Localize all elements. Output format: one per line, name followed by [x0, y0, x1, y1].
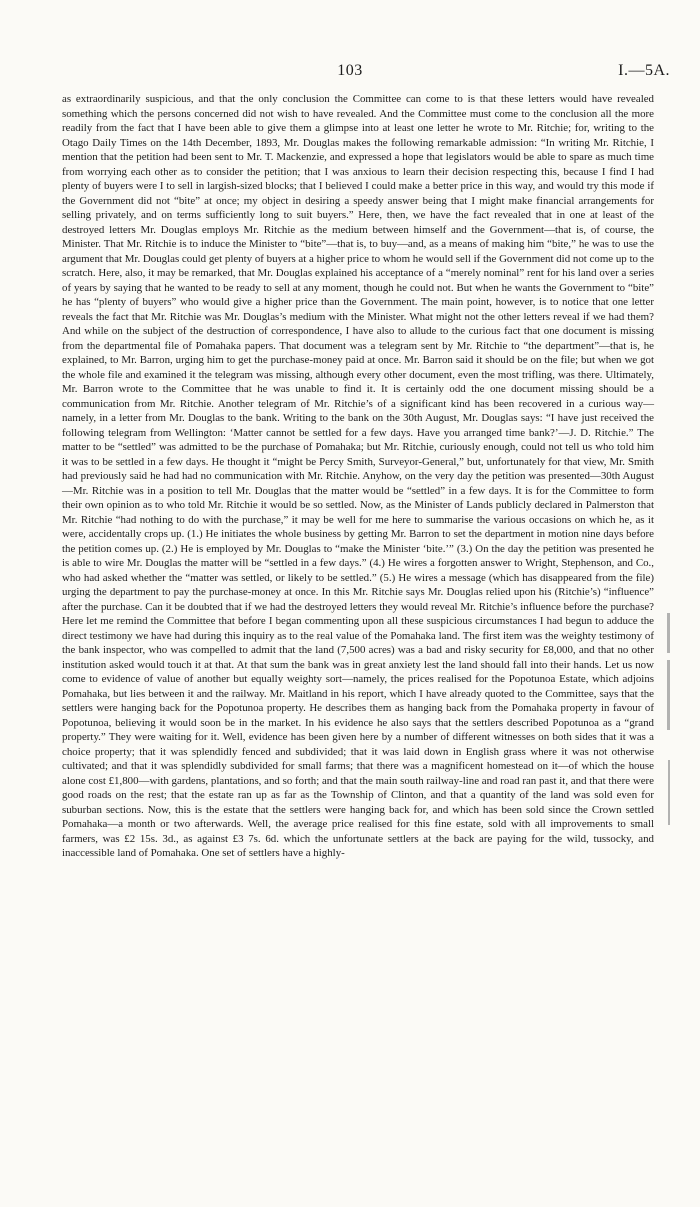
- page-number: 103: [337, 62, 363, 79]
- margin-mark: [667, 613, 670, 653]
- body-text: [62, 92, 654, 861]
- paragraph: as extraordinarily suspicious, and that the only conclusion the Committee can come to is that these letters would have revealed something which the persons concerned did not wish to have revealed. And the Committee must come to the conclusion all the more readily from the fact that I have been able to give them a glimpse into at least one letter he wrote to Mr. Ritchie; for, writing to the Otago Daily Times on the 14th December, 1893, Mr. Douglas makes the following remarkable admission: “In writing Mr. Ritchie, I mention that the petition had been sent to Mr. T. Mackenzie, and expressed a hope that legislators would be able to spare as much time from worrying each other as to consider the petition; that I was anxious to learn their decision respecting this, because I find I had plenty of buyers were I to sell in largish-sized blocks; that I believed I could make a better price in this way, and would try this mode if the Government did not “bite” at once; my object in desiring a speedy answer being that I might make financial arrangements for selling privately, and on terms sufficiently long to suit buyers.” Here, then, we have the fact revealed that in one at least of the destroyed letters Mr. Douglas employs Mr. Ritchie as the medium between himself and the Government—that is, of course, the Minister. That Mr. Ritchie is to induce the Minister to “bite”—that is, to buy—and, as a means of making him “bite,” he was to use the argument that Mr. Douglas could get plenty of buyers at a higher price to whom he would sell if the Government did not come up to the scratch. Here, also, it may be remarked, that Mr. Douglas explained his acceptance of a “merely nominal” rent for his land over a series of years by saying that he wanted to be ready to sell at any moment, though he could not. But when he wants the Government to “bite” he has “plenty of buyers” who would give a higher price than the Government. The main point, however, is to notice that one letter reveals the fact that Mr. Ritchie was Mr. Douglas’s medium with the Minister. What might not the other letters reveal if we had them? And while on the subject of the destruction of correspondence, I have also to allude to the curious fact that one document is missing from the departmental file of Pomahaka papers. That document was a telegram sent by Mr. Ritchie to “the department”—that is, he explained, to Mr. Barron, urging him to get the purchase-money paid at once. Mr. Barron said it should be on the file; but when we got the whole file and examined it the telegram was missing, although every other document, even the most trifling, was there. Ultimately, Mr. Barron wrote to the Committee that he was unable to find it. It is certainly odd the one document missing should be a communication from Mr. Ritchie. Another telegram of Mr. Ritchie’s of a significant kind has been recovered in a curious way—namely, in a letter from Mr. Douglas to the bank. Writing to the bank on the 30th August, Mr. Douglas says: “I have just received the following telegram from Wellington: ‘Matter cannot be settled for a few days. Have you arranged time bank?’—J. D. Ritchie.” The matter to be “settled” was admitted to be the purchase of Pomahaka; but Mr. Ritchie, curiously enough, could not tell us who told him it was to be settled in a few days. He thought it “might be Percy Smith, Surveyor-General,” but, unfortunately for that view, Mr. Smith had previously said he had had no communication with Mr. Ritchie. Anyhow, on the very day the petition was presented—30th August—Mr. Ritchie was in a position to tell Mr. Douglas that the matter would be “settled” in a few days. It is for the Committee to form their own opinion as to who told Mr. Ritchie it would be so settled. Now, as the Minister of Lands publicly declared in Palmerston that Mr. Ritchie “had nothing to do with the purchase,” it may be well for me here to summarise the various occasions on which he, as it were, accidentally crops up. (1.) He initiates the whole business by getting Mr. Barron to set the department in motion nine days before the petition comes up. (2.) He is employed by Mr. Douglas to “make the Minister ‘bite.’” (3.) On the day the petition was presented he is able to wire Mr. Douglas the matter will be “settled in a few days.” (4.) He wires a forgotten answer to Wright, Stephenson, and Co., who had asked whether the “matter was settled, or likely to be settled.” (5.) He wires a message (which has disappeared from the file) urging the department to pay the purchase-money at once. In this Mr. Ritchie says Mr. Douglas relied upon his (Ritchie’s) “influence” after the purchase. Can it be doubted that if we had the destroyed letters they would reveal Mr. Ritchie’s influence before the purchase? Here let me remind the Committee that before I began commenting upon all these suspicious circumstances I had begun to adduce the direct testimony we have had during this inquiry as to the real value of the Pomahaka land. The first item was the weighty testimony of the bank inspector, who was compelled to admit that the land (7,500 acres) was a bad and risky security for £8,000, and that no other institution asked would touch it at that. At that sum the bank was in great anxiety lest the land should fall into their hands. Let us now come to evidence of value of another but equally weighty sort—namely, the prices realised for the Popotunoa Estate, which adjoins Pomahaka, but lies between it and the railway. Mr. Maitland in his report, which I have already quoted to the Committee, says that the settlers were hanging back for the Popotunoa property. He describes them as hanging back from the Pomahaka property in favour of Popotunoa, believing it would soon be in the market. In his evidence he also says that the settlers described Popotunoa as a “grand property.” They were waiting for it. Well, evidence has been given here by a number of different witnesses on both sides that it was a choice property; that it was splendidly fenced and subdivided; that it was laid down in English grass where it was not otherwise cultivated; and that it was splendidly subdivided for small farms; that there was a magnificent homestead on it—of which the house alone cost £1,800—with gardens, plantations, and so forth; and that the main south railway-line and road ran past it, and that there were good roads on the rest; that the estate ran up as far as the Township of Clinton, and that a quantity of the land was sold even for suburban sections. Now, this is the estate that the settlers were hanging back for, and which has been sold since the Crown settled Pomahaka—a month or two afterwards. Well, the average price realised for this fine estate, sold with all improvements to small farmers, was £2 15s. 3d., as against £3 7s. 6d. which the unfortunate settlers at the back are paying for the wild, tussocky, and inaccessible land of Pomahaka. One set of settlers have a highly-: [62, 93, 654, 859]
- document-reference: I.—5A.: [618, 62, 670, 79]
- margin-mark: [667, 660, 670, 730]
- margin-mark: [668, 760, 670, 825]
